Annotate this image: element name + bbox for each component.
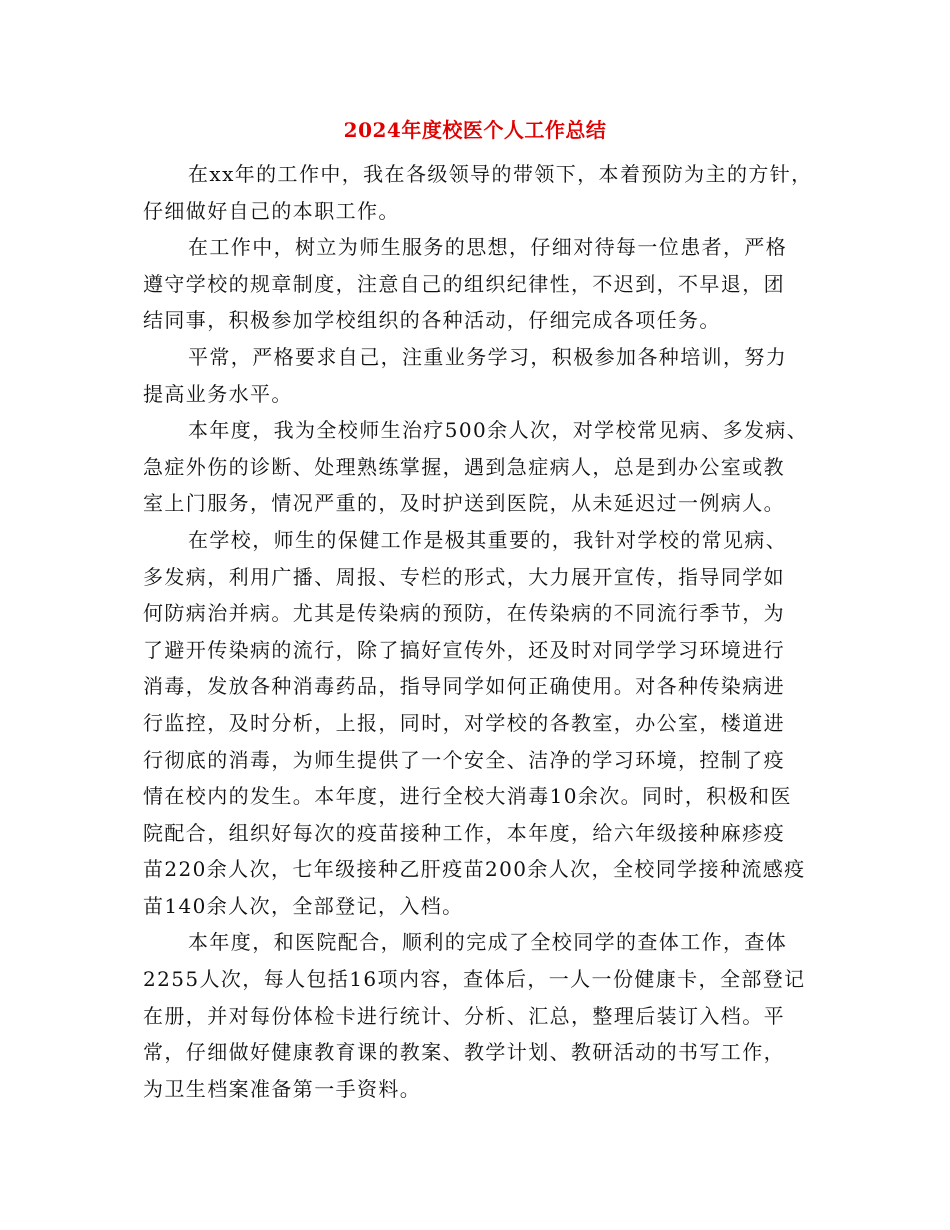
paragraph-line: 为卫生档案准备第一手资料。 <box>143 1076 422 1101</box>
paragraph-line: 何防病治并病。尤其是传染病的预防，在传染病的不同流行季节，为 <box>143 601 785 626</box>
paragraph-1 <box>143 156 833 229</box>
paragraph-3 <box>143 339 833 412</box>
paragraph-line: 苗140余人次，全部登记，入档。 <box>143 893 464 918</box>
paragraph-line: 行彻底的消毒，为师生提供了一个安全、洁净的学习环境，控制了疫 <box>143 747 785 772</box>
paragraph-line: 在工作中，树立为师生服务的思想，仔细对待每一位患者，严格 <box>188 235 788 260</box>
paragraph-line: 情在校内的发生。本年度，进行全校大消毒10余次。同时，积极和医 <box>143 784 792 809</box>
paragraph-6 <box>143 924 833 1107</box>
paragraph-line: 消毒，发放各种消毒药品，指导同学如何正确使用。对各种传染病进 <box>143 674 785 699</box>
paragraph-line: 本年度，我为全校师生治疗500余人次，对学校常见病、多发病、 <box>188 418 809 443</box>
document-body <box>143 156 833 1107</box>
paragraph-line: 室上门服务，情况严重的，及时护送到医院，从未延迟过一例病人。 <box>143 491 785 516</box>
paragraph-line: 院配合，组织好每次的疫苗接种工作，本年度，给六年级接种麻疹疫 <box>143 820 785 845</box>
paragraph-line: 平常，严格要求自己，注重业务学习，积极参加各种培训，努力 <box>188 344 788 369</box>
paragraph-line: 遵守学校的规章制度，注意自己的组织纪律性，不迟到，不早退，团 <box>143 271 785 296</box>
paragraph-2 <box>143 229 833 339</box>
paragraph-line: 多发病，利用广播、周报、专栏的形式，大力展开宣传，指导同学如 <box>143 564 785 589</box>
paragraph-line: 常，仔细做好健康教育课的教案、教学计划、教研活动的书写工作， <box>143 1040 785 1065</box>
paragraph-line: 结同事，积极参加学校组织的各种活动，仔细完成各项任务。 <box>143 308 721 333</box>
paragraph-4 <box>143 412 833 522</box>
paragraph-line: 在学校，师生的保健工作是极其重要的，我针对学校的常见病、 <box>188 527 788 552</box>
paragraph-line: 2255人次，每人包括16项内容，查体后，一人一份健康卡，全部登记 <box>143 967 806 992</box>
paragraph-line: 仔细做好自己的本职工作。 <box>143 198 400 223</box>
paragraph-line: 在xx年的工作中，我在各级领导的带领下，本着预防为主的方针， <box>188 162 813 186</box>
paragraph-line: 行监控，及时分析，上报，同时，对学校的各教室，办公室，楼道进 <box>143 710 785 735</box>
paragraph-line: 苗220余人次，七年级接种乙肝疫苗200余人次，全校同学接种流感疫 <box>143 857 806 882</box>
paragraph-line: 提高业务水平。 <box>143 381 293 406</box>
paragraph-line: 急症外伤的诊断、处理熟练掌握，遇到急症病人，总是到办公室或教 <box>143 454 785 479</box>
paragraph-5 <box>143 522 833 925</box>
paragraph-line: 了避开传染病的流行，除了搞好宣传外，还及时对同学学习环境进行 <box>143 637 785 662</box>
paragraph-line: 本年度，和医院配合，顺利的完成了全校同学的查体工作，查体 <box>188 930 788 955</box>
paragraph-line: 在册，并对每份体检卡进行统计、分析、汇总，整理后装订入档。平 <box>143 1003 785 1028</box>
document-title: 2024年度校医个人工作总结 <box>343 118 607 142</box>
